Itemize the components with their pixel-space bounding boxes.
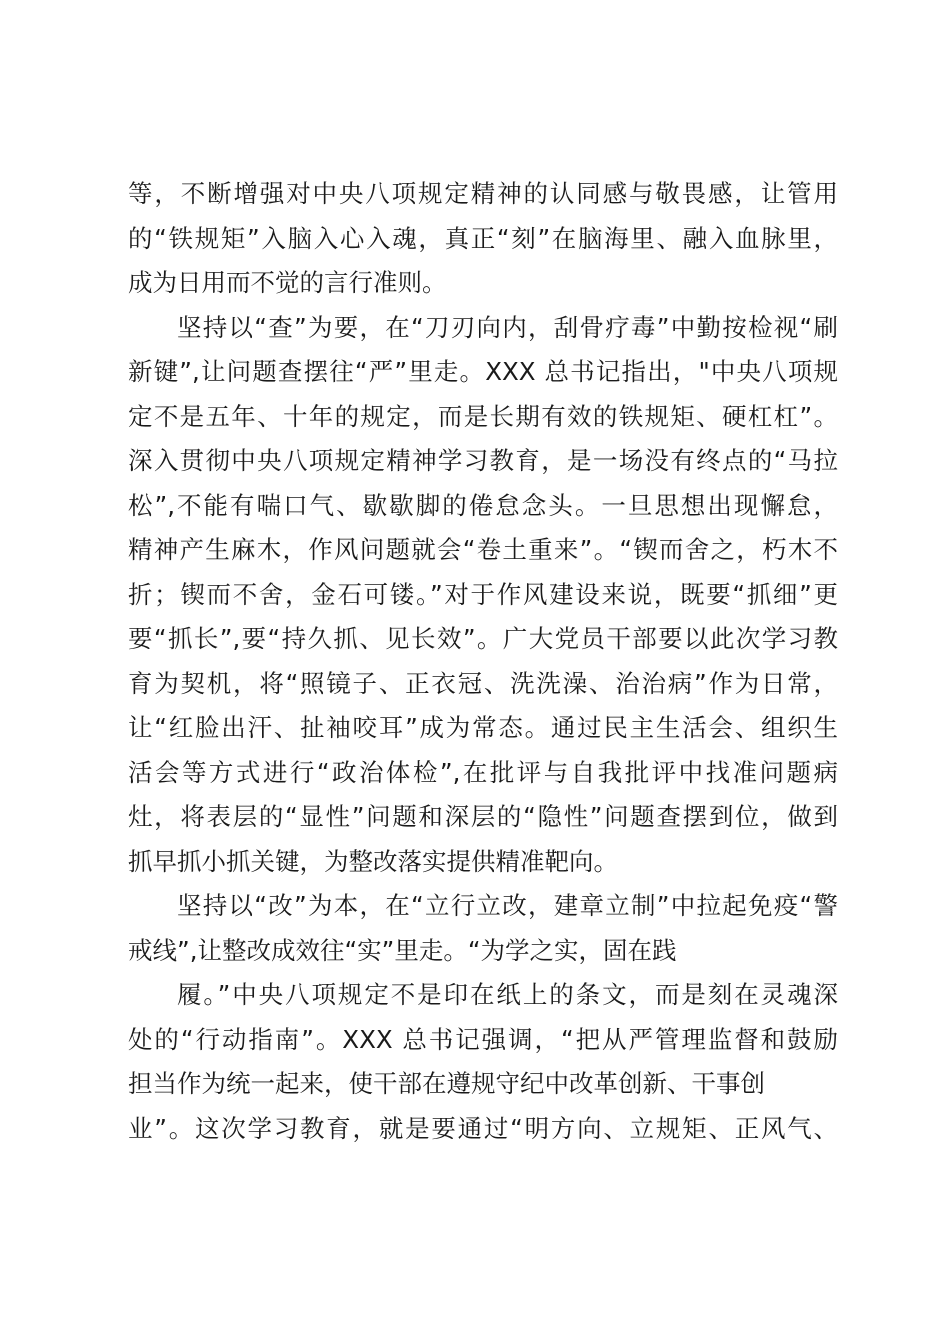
text-line: 担当作为统一起来，使干部在遵规守纪中改革创新、干事创 — [128, 1069, 765, 1098]
text-line: 处的“行动指南”。XXX 总书记强调，“把从严管理监督和鼓励 — [128, 1024, 838, 1054]
text-line: 戒线”,让整改成效往“实”里走。“为学之实，固在践 — [128, 935, 677, 965]
text-line: 精神产生麻木，作风问题就会“卷土重来”。“锲而舍之，朽木不 — [128, 535, 838, 564]
text-line: 深入贯彻中央八项规定精神学习教育，是一场没有终点的“马拉 — [128, 446, 838, 475]
text-line: 履。”中央八项规定不是印在纸上的条文，而是刻在灵魂深 — [177, 980, 838, 1009]
text-line: 灶，将表层的“显性”问题和深层的“隐性”问题查摆到位，做到 — [128, 802, 838, 831]
text-line: 折；锲而不舍，金石可镂。”对于作风建设来说，既要“抓细”更 — [128, 579, 838, 609]
text-line: 活会等方式进行“政治体检”,在批评与自我批评中找准问题病 — [128, 757, 838, 787]
text-line: 抓早抓小抓关键，为整改落实提供精准靶向。 — [128, 846, 618, 876]
text-line: 成为日用而不觉的言行准则。 — [128, 268, 447, 297]
text-line: 让“红脸出汗、扯袖咬耳”成为常态。通过民主生活会、组织生 — [128, 713, 838, 742]
text-line: 的“铁规矩”入脑入心入魂，真正“刻”在脑海里、融入血脉里， — [128, 223, 838, 253]
text-line: 定不是五年、十年的规定，而是长期有效的铁规矩、硬杠杠”。 — [128, 401, 838, 431]
text-line: 等，不断增强对中央八项规定精神的认同感与敬畏感，让管用 — [128, 179, 838, 208]
text-line: 坚持以“查”为要，在“刀刃向内，刮骨疗毒”中勤按检视“刷 — [177, 312, 838, 342]
text-line: 要“抓长”,要“持久抓、见长效”。广大党员干部要以此次学习教 — [128, 624, 838, 653]
text-line: 坚持以“改”为本，在“立行立改，建章立制”中拉起免疫“警 — [177, 891, 838, 920]
text-line: 业”。这次学习教育，就是要通过“明方向、立规矩、正风气、 — [128, 1113, 838, 1143]
text-line: 新键”,让问题查摆往“严”里走。XXX 总书记指出，"中央八项规 — [128, 357, 838, 386]
text-line: 松”,不能有喘口气、歇歇脚的倦怠念头。一旦思想出现懈怠， — [128, 490, 838, 520]
text-line: 育为契机，将“照镜子、正衣冠、洗洗澡、治治病”作为日常， — [128, 668, 838, 698]
body-text — [128, 172, 838, 1151]
